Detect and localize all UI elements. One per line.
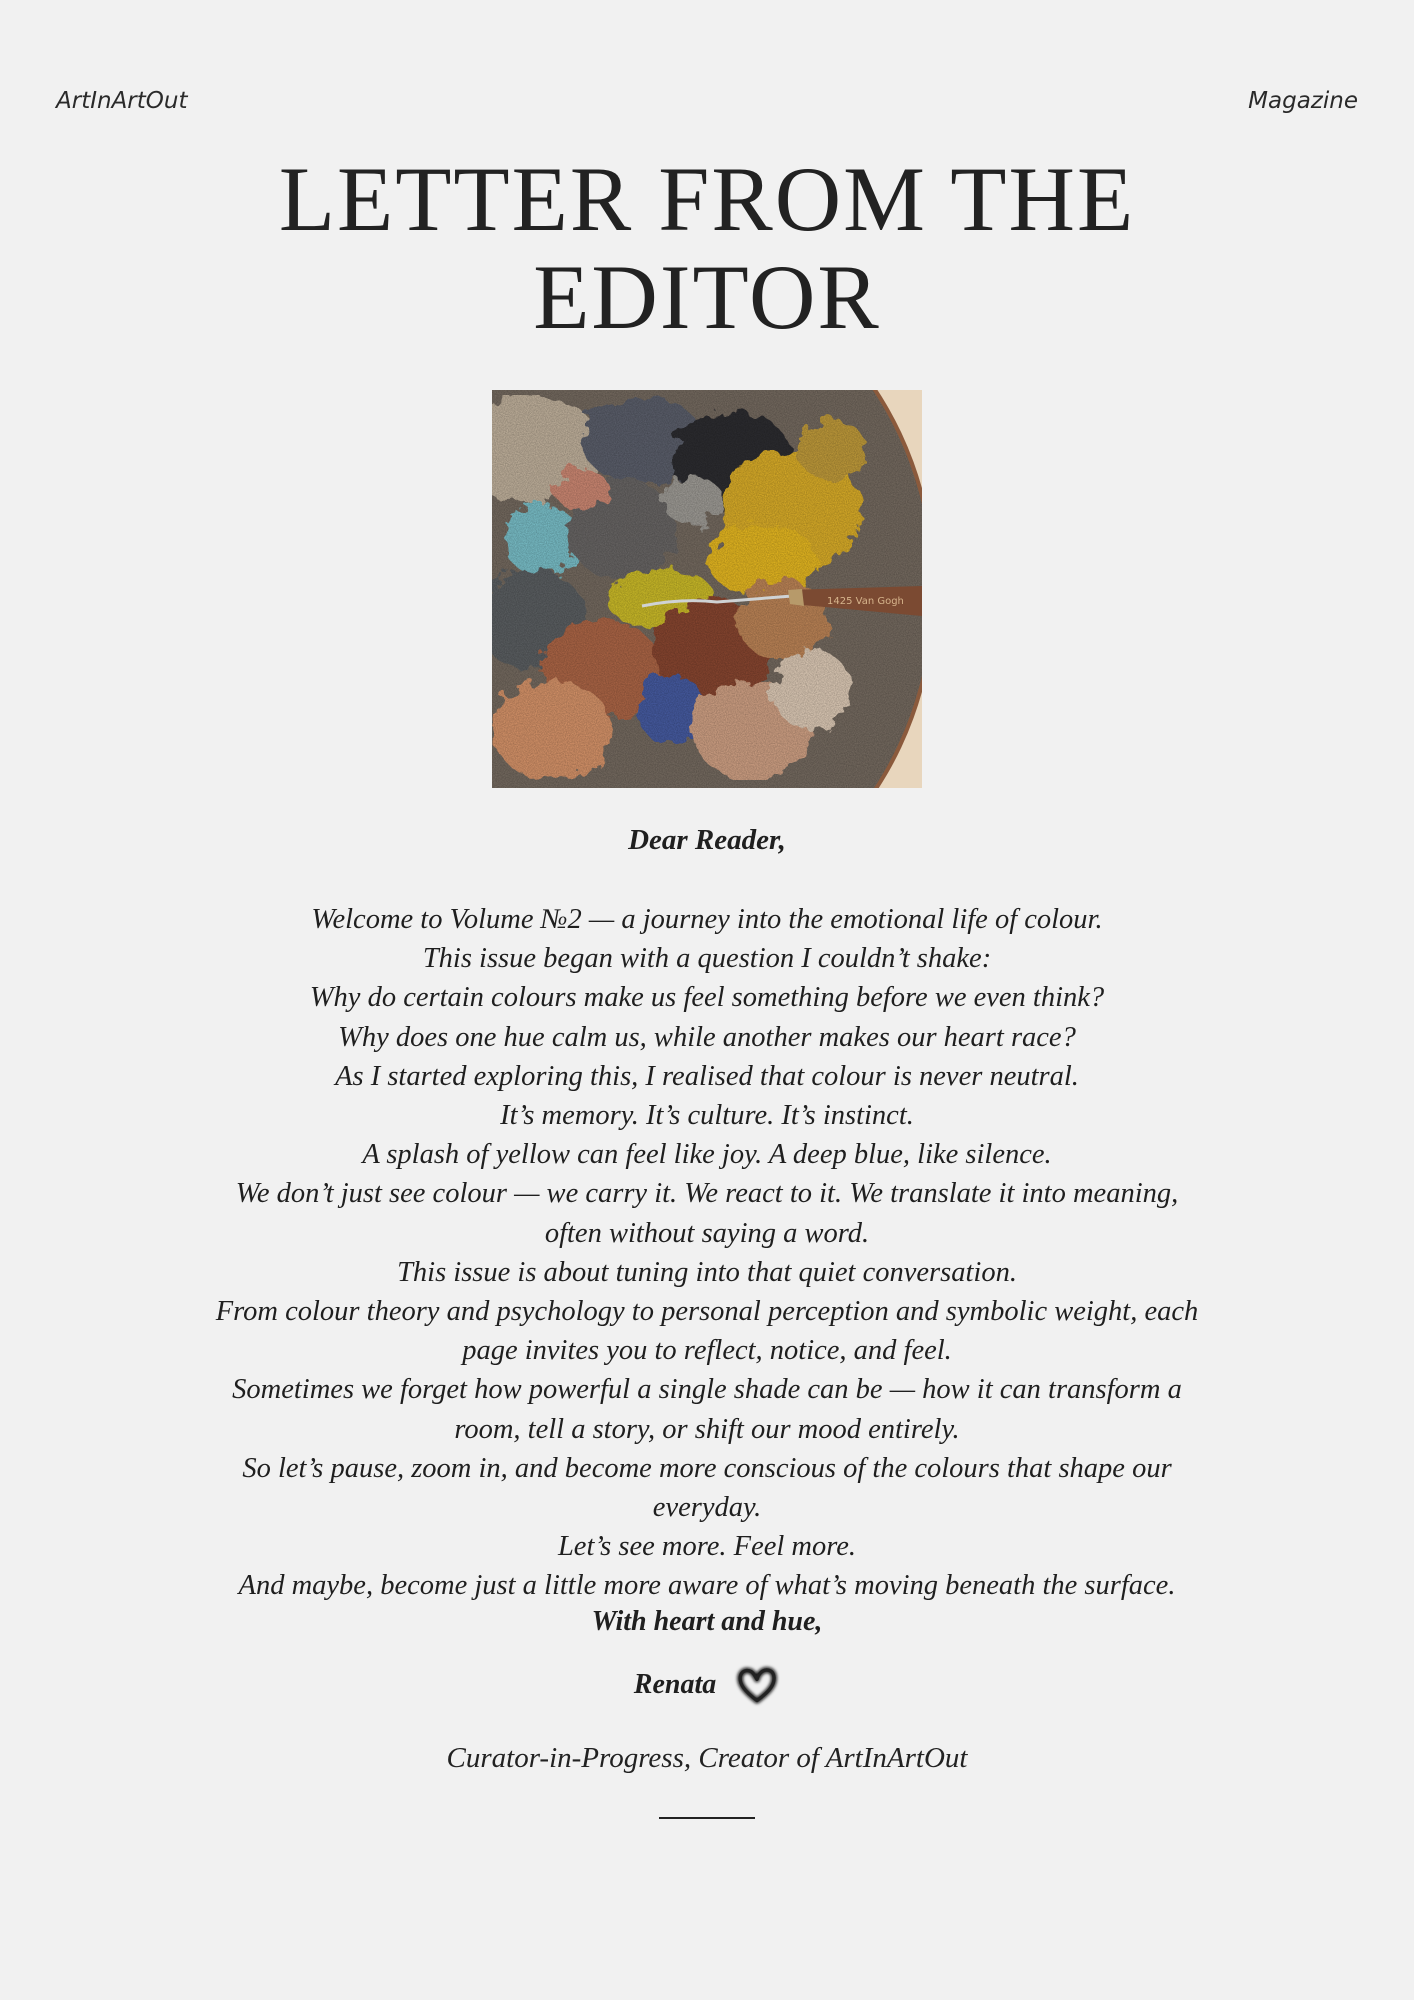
title-line-1: LETTER FROM THE [278,148,1136,250]
letter-paragraph: We don’t just see colour — we carry it. We react to it. We translate it into meaning, often without saying a word. [235,1178,1179,1249]
signature-name: Renata [633,1669,717,1700]
letter-paragraph: And maybe, become just a little more aware of what’s moving beneath the surface. [238,1570,1176,1602]
paint-palette-photo [492,390,922,788]
letter-body [210,900,1204,1606]
author-role: Curator-in-Progress, Creator of ArtInArtOut [446,1742,968,1774]
letter-paragraph: It’s memory. It’s culture. It’s instinct. [500,1100,914,1132]
section-label: Magazine [1248,88,1358,114]
letter-paragraph: From colour theory and psychology to personal perception and symbolic weight, each page invites you to reflect, notice, and feel. [215,1296,1199,1367]
letter-paragraph: A splash of yellow can feel like joy. A deep blue, like silence. [362,1139,1052,1171]
letter-paragraph: Why do certain colours make us feel something before we even think? [309,982,1105,1014]
divider [659,1817,755,1819]
title-line-2: EDITOR [533,246,881,348]
signature-line [0,1662,1414,1708]
page-header [56,88,1358,114]
page-title [0,150,1414,346]
letter-paragraph: Let’s see more. Feel more. [557,1531,857,1563]
knife-handle-text: 1425 Van Gogh [827,596,904,607]
letter-paragraph: As I started exploring this, I realised that colour is never neutral. [335,1060,1079,1092]
letter-paragraph: Sometimes we forget how powerful a single shade can be — how it can transform a room, tell a story, or shift our mood entirely. [232,1374,1182,1445]
brand-name: ArtInArtOut [56,88,188,114]
letter-closing: With heart and hue, [591,1606,823,1637]
letter-paragraph: This issue is about tuning into that quiet conversation. [397,1256,1017,1288]
letter-paragraph: So let’s pause, zoom in, and become more conscious of the colours that shape our everyday. [242,1452,1172,1524]
letter-paragraph: Welcome to Volume №2 — a journey into the emotional life of colour. [311,904,1103,935]
letter-paragraph: Why does one hue calm us, while another makes our heart race? [338,1021,1076,1053]
letter-paragraph: This issue began with a question I couldn’t shake: [422,943,992,975]
heart-icon [734,1662,780,1708]
letter-greeting: Dear Reader, [628,824,786,856]
